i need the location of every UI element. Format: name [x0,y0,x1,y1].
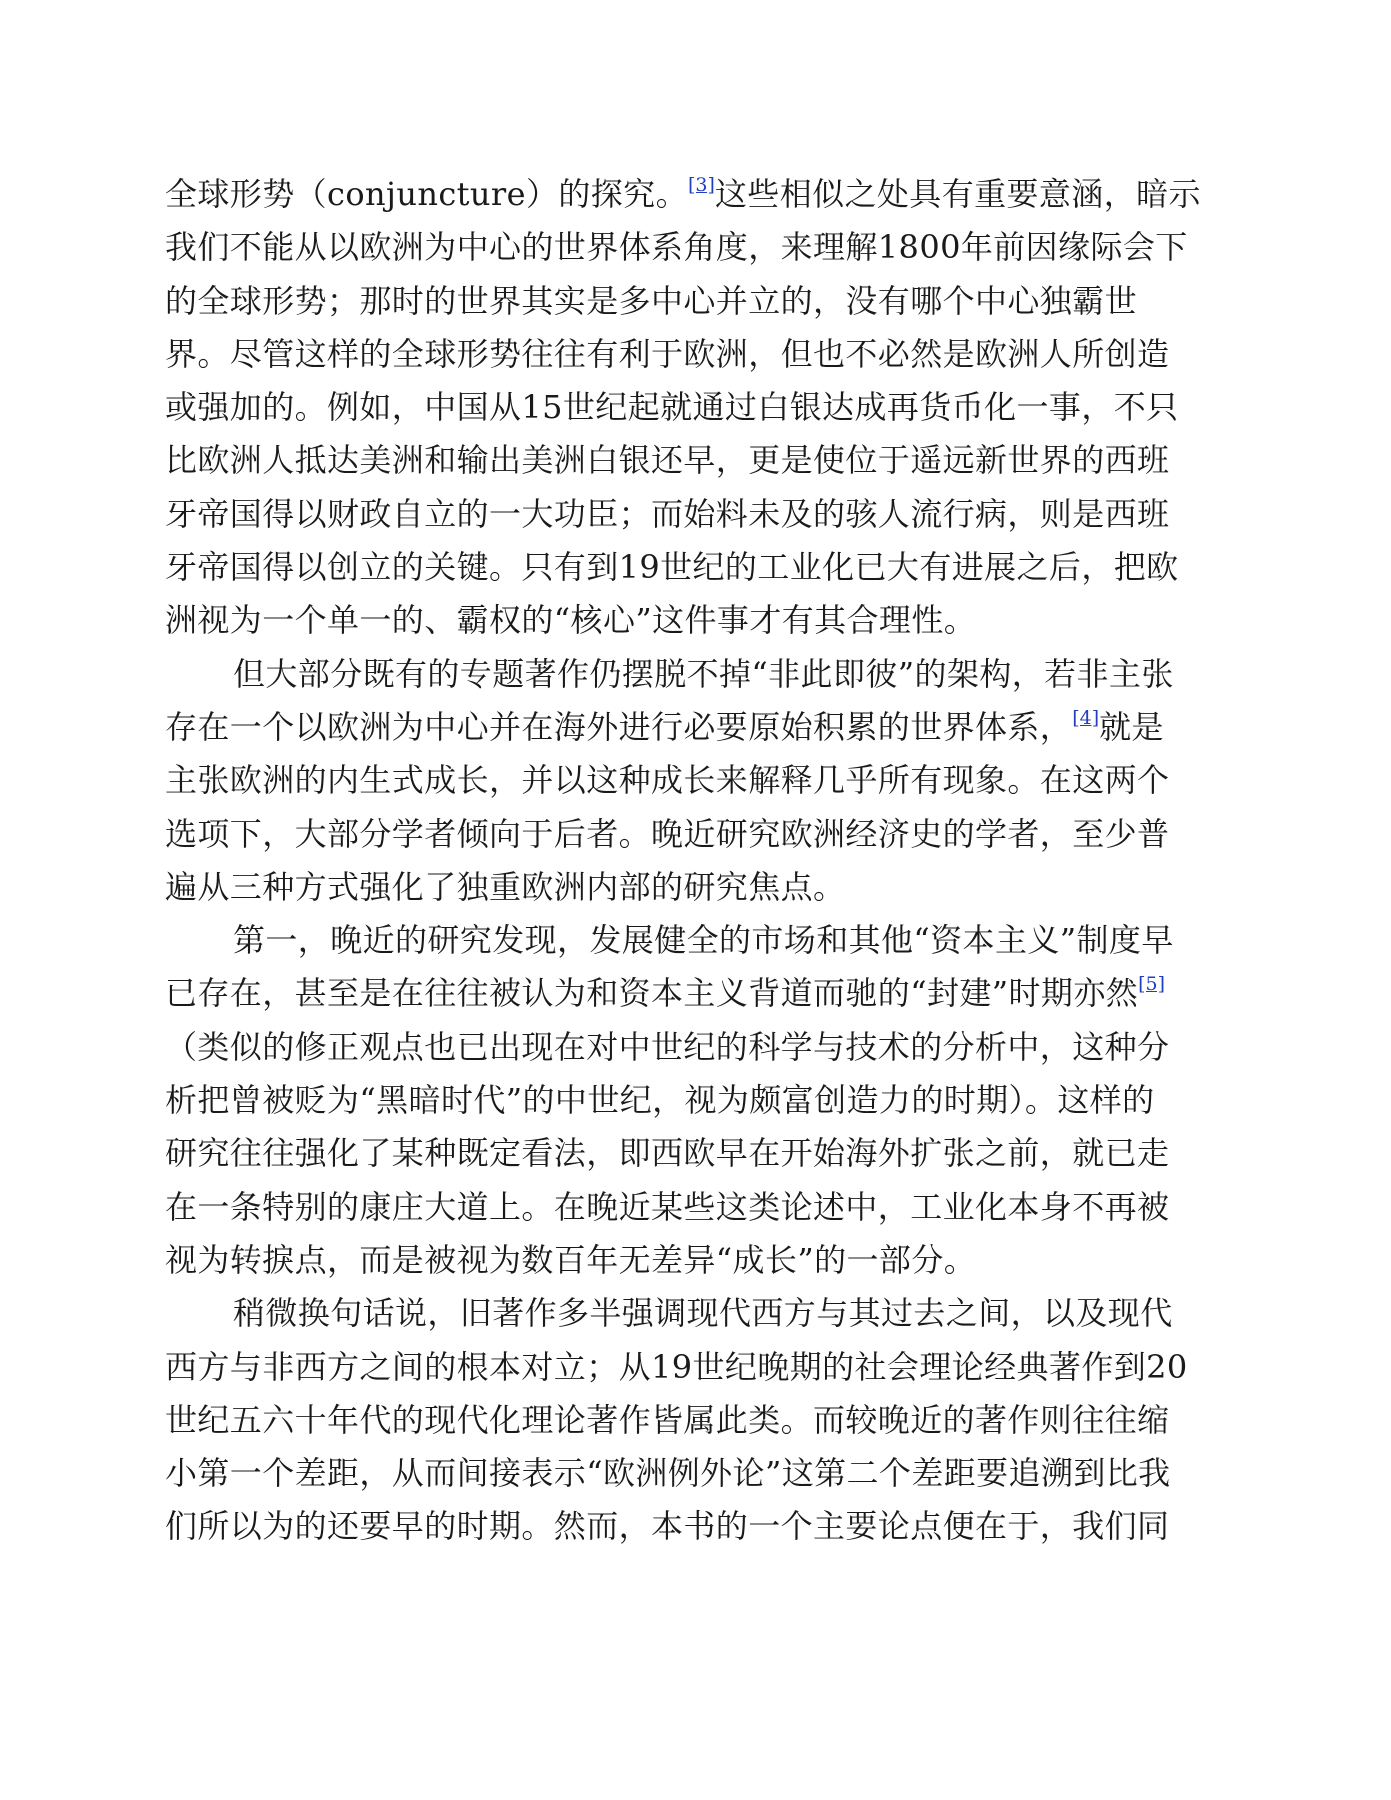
footnote-link[interactable]: [4] [1072,706,1100,729]
text-segment: 界。尽管这样的全球形势往往有利于欧洲，但也不必然是欧洲人所创造 [165,334,1170,373]
text-line [165,168,1225,221]
text-segment: （类似的修正观点也已出现在对中世纪的科学与技术的分析中，这种分 [165,1027,1170,1066]
text-segment: 但大部分既有的专题著作仍摆脱不掉“非此即彼”的架构，若非主张 [233,654,1174,693]
text-line [165,221,1225,274]
text-line [165,275,1225,328]
text-line [165,1074,1225,1127]
text-segment: 已存在，甚至是在往往被认为和资本主义背道而驰的“封建”时期亦然 [165,974,1139,1013]
text-line [165,1500,1225,1553]
text-line [165,754,1225,807]
text-segment: 小第一个差距，从而间接表示“欧洲例外论”这第二个差距要追溯到比我 [165,1454,1171,1493]
text-line [165,594,1225,647]
text-segment: 西方与非西方之间的根本对立；从19世纪晚期的社会理论经典著作到20 [165,1347,1188,1386]
text-line [165,808,1225,861]
text-segment: 在一条特别的康庄大道上。在晚近某些这类论述中，工业化本身不再被 [165,1187,1170,1226]
text-segment: 比欧洲人抵达美洲和输出美洲白银还早，更是使位于遥远新世界的西班 [165,441,1170,480]
text-segment: 牙帝国得以财政自立的一大功臣；而始料未及的骇人流行病，则是西班 [165,494,1170,533]
text-line [165,1394,1225,1447]
text-line [165,541,1225,594]
paragraph-start-line [165,648,1225,701]
text-line [165,861,1225,914]
text-line [165,434,1225,487]
text-line [165,488,1225,541]
text-segment: 这些相似之处具有重要意涵，暗示 [714,175,1201,213]
footnote-link[interactable]: [3] [687,174,715,196]
text-line [165,328,1225,381]
text-line [165,1234,1225,1287]
text-segment: 就是 [1099,707,1164,746]
text-line [165,1127,1225,1180]
text-segment: 视为转捩点，而是被视为数百年无差异“成长”的一部分。 [165,1240,977,1279]
text-segment: 的全球形势；那时的世界其实是多中心并立的，没有哪个中心独霸世 [165,281,1138,320]
text-segment: 选项下，大部分学者倾向于后者。晚近研究欧洲经济史的学者，至少普 [165,814,1170,853]
document-page [165,168,1225,1554]
footnote-link[interactable]: [5] [1138,973,1166,996]
paragraph-start-line [165,914,1225,967]
text-line [165,1447,1225,1500]
text-segment: 主张欧洲的内生式成长，并以这种成长来解释几乎所有现象。在这两个 [165,761,1170,800]
text-segment: 我们不能从以欧洲为中心的世界体系角度，来理解1800年前因缘际会下 [165,228,1188,267]
text-segment: 或强加的。例如，中国从15世纪起就通过白银达成再货币化一事，不只 [165,388,1179,427]
text-segment: 世纪五六十年代的现代化理论著作皆属此类。而较晚近的著作则往往缩 [165,1400,1170,1439]
text-line [165,967,1225,1020]
text-segment: 析把曾被贬为“黑暗时代”的中世纪，视为颇富创造力的时期）。这样的 [165,1081,1155,1120]
text-segment: 遍从三种方式强化了独重欧洲内部的研究焦点。 [165,867,846,906]
text-segment: 稍微换句话说，旧著作多半强调现代西方与其过去之间，以及现代 [233,1294,1173,1333]
text-line [165,381,1225,434]
text-segment: 全球形势（conjuncture）的探究。 [165,175,688,213]
text-line [165,1341,1225,1394]
text-line [165,701,1225,754]
text-segment: 研究往往强化了某种既定看法，即西欧早在开始海外扩张之前，就已走 [165,1134,1170,1173]
text-segment: 第一，晚近的研究发现，发展健全的市场和其他“资本主义”制度早 [233,921,1174,960]
text-segment: 存在一个以欧洲为中心并在海外进行必要原始积累的世界体系， [165,707,1073,746]
text-segment: 洲视为一个单一的、霸权的“核心”这件事才有其合理性。 [165,601,977,640]
text-segment: 们所以为的还要早的时期。然而，本书的一个主要论点便在于，我们同 [165,1507,1170,1546]
text-line [165,1181,1225,1234]
text-segment: 牙帝国得以创立的关键。只有到19世纪的工业化已大有进展之后，把欧 [165,548,1179,587]
paragraph-start-line [165,1287,1225,1340]
text-line [165,1021,1225,1074]
